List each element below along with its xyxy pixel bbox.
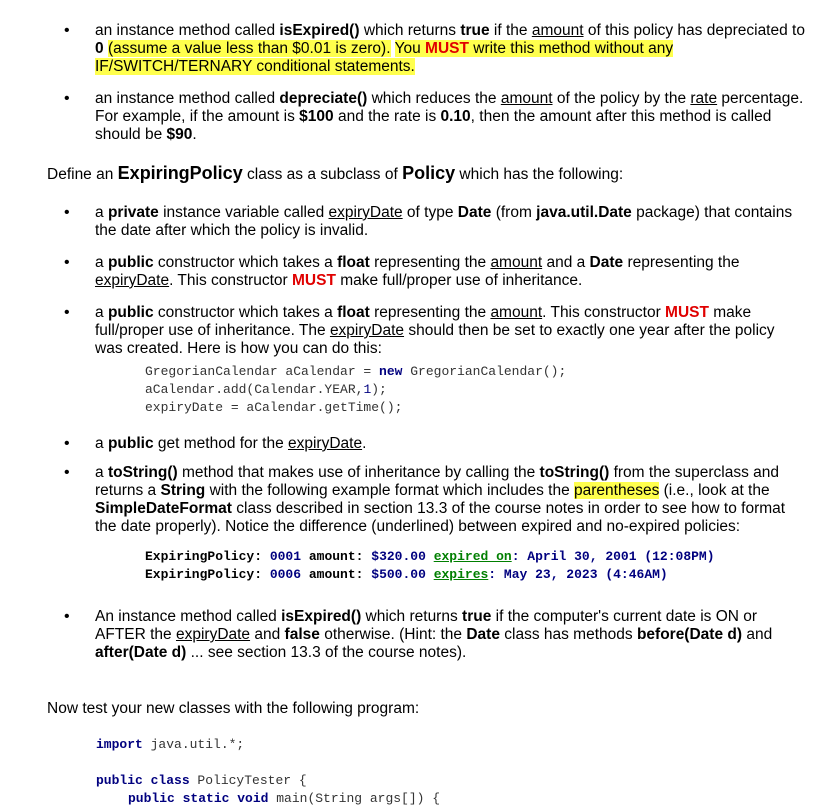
calendar-code-snippet: GregorianCalendar aCalendar = new GregorianCalendar(); aCalendar.add(Calendar.YEAR,1); expiryDate = aCalendar.getTime();	[145, 364, 567, 415]
bullet-depreciate: • an instance method called depreciate() which reduces the amount of the policy by the rate percentage. For example, if the amount is $100 and the rate is 0.10, then the amount after this method is called should be $90.	[0, 90, 836, 144]
output-row-expired: ExpiringPolicy: 0001 amount: $320.00 expired on: April 30, 2001 (12:08PM)	[145, 549, 715, 564]
bullet-constructor-two-args: • a public constructor which takes a float representing the amount and a Date representing the expiryDate. This constructor MUST make full/proper use of inheritance.	[0, 254, 836, 290]
tester-program-code: import java.util.*; public class PolicyTester { public static void main(String args[]) {	[96, 737, 441, 806]
bullet-get-method: • a public get method for the expiryDate.	[0, 435, 836, 453]
highlight-must-note: You MUST write this method without any IF/SWITCH/TERNARY conditional statements.	[95, 40, 674, 75]
highlight-parentheses: parentheses	[574, 482, 660, 499]
define-paragraph: Define an ExpiringPolicy class as a subclass of Policy which has the following:	[47, 163, 624, 183]
bullet-tostring: • a toString() method that makes use of inheritance by calling the toString() from the superclass and returns a String with the following example format which includes the parentheses (i.e., look at the SimpleDateFormat class described in section 13.3 of the course notes in order to see how to format the date properly). Notice the difference (underlined) between expired and no-expired policies: ExpiringPolicy: 0001 amount: $320.00 expired on: April 30, 2001 (12:08PM) ExpiringPolicy: 0006 amount: $500.00 expires: May 23, 2023 (4:46AM)	[0, 464, 836, 584]
top-bullet-list	[0, 22, 836, 144]
bullet-isexpired-depreciated: • an instance method called isExpired() which returns true if the amount of this policy has depreciated to 0 (assume a value less than $0.01 is zero). You MUST write this method without any IF/SWITCH/TERNARY conditional statements.	[0, 22, 836, 76]
bullet-isexpired-date: • An instance method called isExpired() which returns true if the computer's current date is ON or AFTER the expiryDate and false otherwise. (Hint: the Date class has methods before(Date d) and after(Date d) ... see section 13.3 of the course notes).	[0, 608, 836, 662]
test-intro-paragraph: Now test your new classes with the following program:	[47, 700, 420, 717]
example-output	[145, 548, 806, 584]
requirements-list	[0, 204, 836, 662]
highlight-zero-note: (assume a value less than $0.01 is zero).	[107, 40, 391, 57]
bullet-expirydate-field: • a private instance variable called expiryDate of type Date (from java.util.Date package) that contains the date after which the policy is invalid.	[0, 204, 836, 240]
output-row-expires: ExpiringPolicy: 0006 amount: $500.00 expires: May 23, 2023 (4:46AM)	[145, 567, 668, 582]
bullet-constructor-one-arg: • a public constructor which takes a float representing the amount. This constructor MUST make full/proper use of inheritance. The expiryDate should then be set to exactly one year after the policy was created. Here is how you can do this: GregorianCalendar aCalendar = new GregorianCalendar(); aCalendar.add(Calendar.YEAR,1); expiryDate = aCalendar.getTime();	[0, 304, 836, 417]
